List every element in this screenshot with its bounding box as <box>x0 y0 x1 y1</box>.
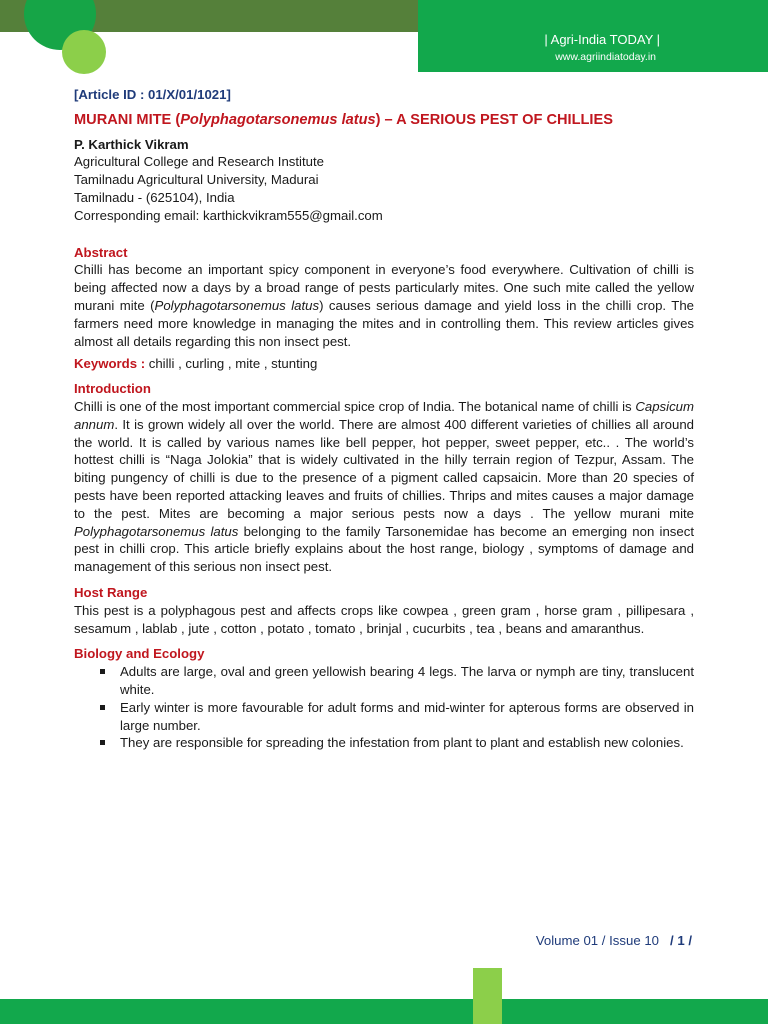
host-range-heading: Host Range <box>74 584 148 600</box>
article-id: [Article ID : 01/X/01/1021] <box>74 87 231 102</box>
intro-text-a: Chilli is one of the most important commercial spice crop of India. The botanical name of chilli is <box>74 398 636 414</box>
intro-text-c: belonging to the family Tarsonemidae has become an emerging non insect pest in chilli crop. This article briefly explains about the host range, biology , symptoms of damage and management of this serious non insect pest. <box>74 523 694 575</box>
brand-name: | Agri-India TODAY | <box>544 32 660 47</box>
article-body <box>74 84 694 752</box>
affiliation-line: Tamilnadu - (625104), India <box>74 189 235 205</box>
biology-list <box>74 663 694 752</box>
title-species: Polyphagotarsonemus latus <box>180 111 376 128</box>
keywords-value: chilli , curling , mite , stunting <box>145 356 318 372</box>
intro-species-1: Capsicum annum <box>74 398 694 432</box>
logo-circle-small <box>62 30 106 74</box>
title-part2: ) – A SERIOUS PEST OF CHILLIES <box>375 111 613 128</box>
keywords <box>74 355 694 373</box>
affiliation-line: Tamilnadu Agricultural University, Madurai <box>74 172 319 188</box>
keywords-label: Keywords : <box>74 356 146 372</box>
intro-species-2: Polyphagotarsonemus latus <box>74 523 239 539</box>
list-item: Early winter is more favourable for adult forms and mid-winter for apterous forms are observed in large number. <box>120 699 694 733</box>
abstract-text-b: ) causes serious damage and yield loss in the chilli crop. The farmers need more knowledge in managing the mites and in controlling them. This review articles gives almost all details regarding this non insect pest. <box>74 297 695 349</box>
brand-url[interactable]: www.agriindiatoday.in <box>555 51 656 63</box>
biology-heading: Biology and Ecology <box>74 646 205 662</box>
introduction-text <box>74 398 694 576</box>
article-title <box>74 112 694 130</box>
volume-issue: Volume 01 / Issue 10 <box>535 933 659 948</box>
footer-bar <box>0 999 768 1024</box>
abstract-text-a: Chilli has become an important spicy component in everyone’s food everywhere. Cultivation of chilli is being affected now a days by a broad range of pests particularly mites. One such mite called the yellow murani mite ( <box>74 262 694 313</box>
abstract-text <box>74 261 694 350</box>
author-name: P. Karthick Vikram <box>74 136 189 152</box>
introduction-heading: Introduction <box>74 381 151 397</box>
affiliation-line: Agricultural College and Research Institute <box>74 154 324 170</box>
list-item: They are responsible for spreading the infestation from plant to plant and establish new colonies. <box>120 734 694 752</box>
list-item: Adults are large, oval and green yellowish bearing 4 legs. The larva or nymph are tiny, translucent white. <box>120 664 694 697</box>
intro-text-b: . It is grown widely all over the world. There are almost 400 different varieties of chillies all around the world. It is called by various names like bell pepper, hot pepper, sweet pepper, etc.. . The world’s hottest chilli is “Naga Jolokia” that is widely cultivated in the hilly terrain region of Tezpur, Assam. The biting pungency of chilli is due to the presence of a pigment called capsaicin. More than 20 species of pests have been reported attacking leaves and fruits of chillies. Thrips and mites causes a major damage to the pest. Mites are becoming a major serious pests now a days . The yellow murani mite <box>74 416 694 521</box>
host-range-text: This pest is a polyphagous pest and affects crops like cowpea , green gram , horse gram , pillipesara , sesamum , lablab , jute , cotton , potato , tomato , brinjal , cucurbits , tea , beans and amaranthus. <box>74 602 694 636</box>
abstract-species: Polyphagotarsonemus latus <box>154 297 320 313</box>
page-number: / 1 / <box>670 933 692 948</box>
abstract-heading: Abstract <box>74 244 128 260</box>
footer-tab <box>473 968 502 1024</box>
title-part1: MURANI MITE ( <box>74 111 181 128</box>
page-footer <box>420 933 692 948</box>
corresponding-email[interactable]: Corresponding email: karthickvikram555@gmail.com <box>74 207 383 223</box>
